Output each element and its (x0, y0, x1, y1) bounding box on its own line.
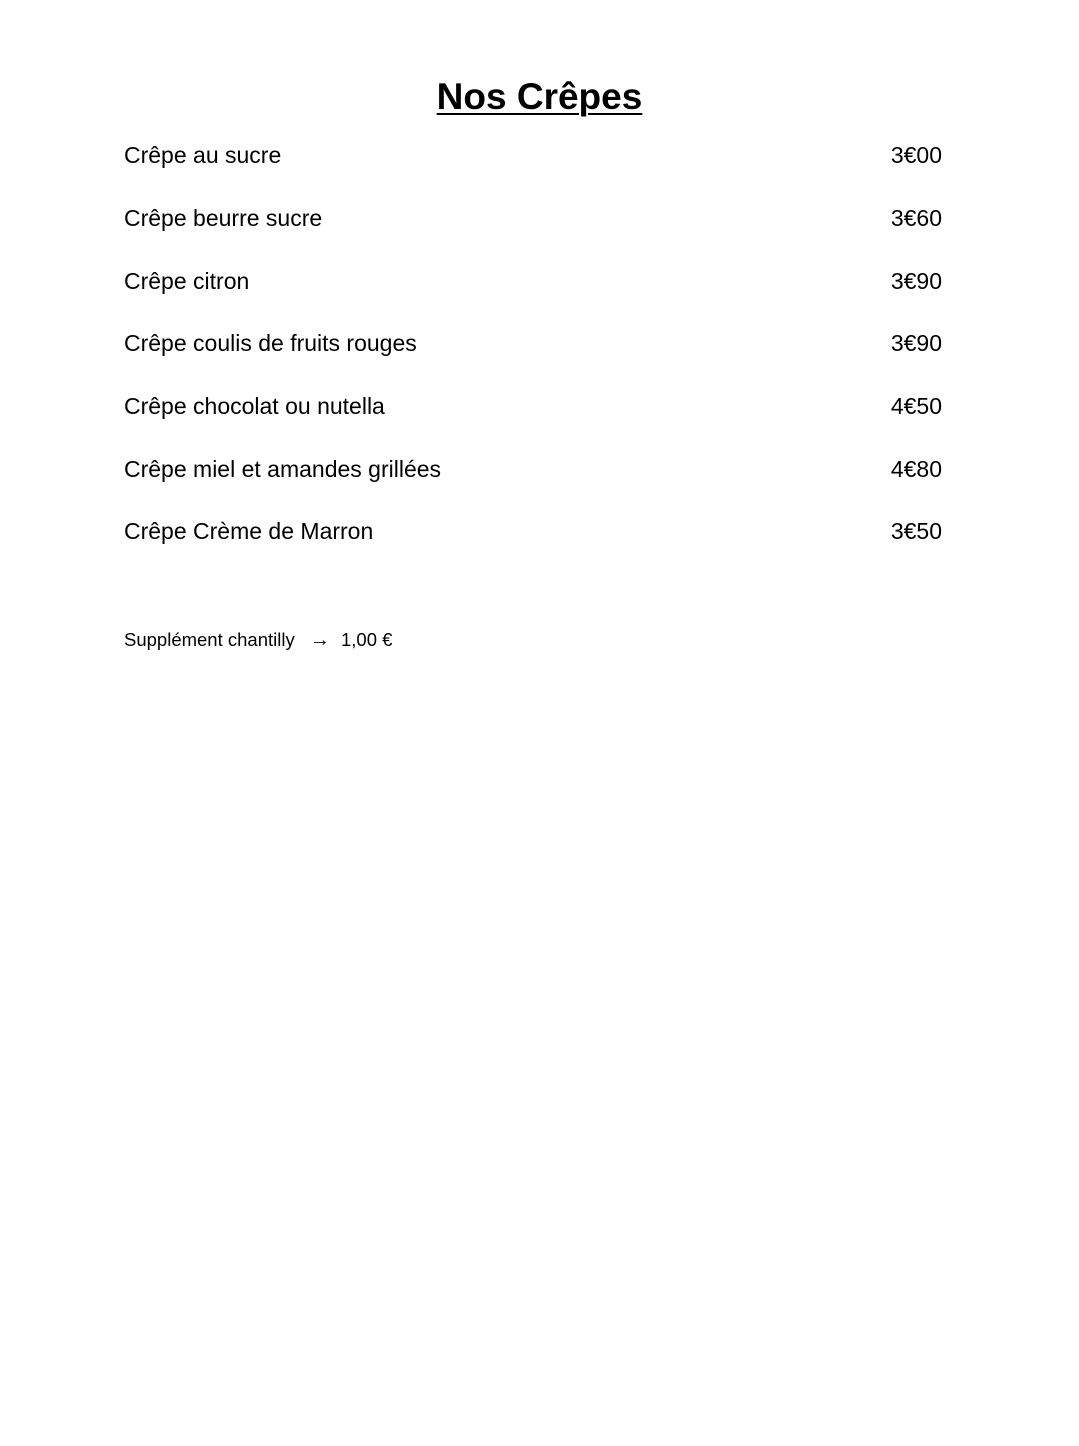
menu-item-price: 3€50 (890, 518, 942, 545)
menu-item (124, 500, 942, 563)
menu-item-name: Crêpe Crème de Marron (124, 518, 374, 545)
menu-item-price: 3€90 (890, 330, 942, 357)
menu-item-name: Crêpe au sucre (124, 142, 282, 169)
menu-item-name: Crêpe chocolat ou nutella (124, 393, 385, 420)
supplement-price: 1,00 € (341, 629, 393, 650)
page-title (0, 73, 1079, 121)
menu-item-price: 3€90 (890, 267, 942, 294)
menu-item (124, 249, 942, 312)
menu-item-name: Crêpe citron (124, 267, 250, 294)
menu-item-name: Crêpe coulis de fruits rouges (124, 330, 417, 357)
menu-item (124, 312, 942, 375)
menu-item (124, 375, 942, 438)
menu-item-price: 4€80 (890, 455, 942, 482)
supplement-note (124, 626, 392, 654)
menu-item-price: 4€50 (890, 393, 942, 420)
page-title-text: Nos Crêpes (436, 75, 643, 117)
menu-item-price: 3€60 (890, 205, 942, 232)
arrow-right-icon: → (309, 629, 330, 651)
menu-item-name: Crêpe miel et amandes grillées (124, 455, 442, 482)
menu-item-price: 3€00 (890, 142, 942, 169)
crepe-menu-list (124, 124, 942, 563)
supplement-label: Supplément chantilly (124, 629, 295, 650)
menu-item (124, 187, 942, 250)
menu-item (124, 437, 942, 500)
menu-item (124, 124, 942, 187)
menu-item-name: Crêpe beurre sucre (124, 205, 323, 232)
